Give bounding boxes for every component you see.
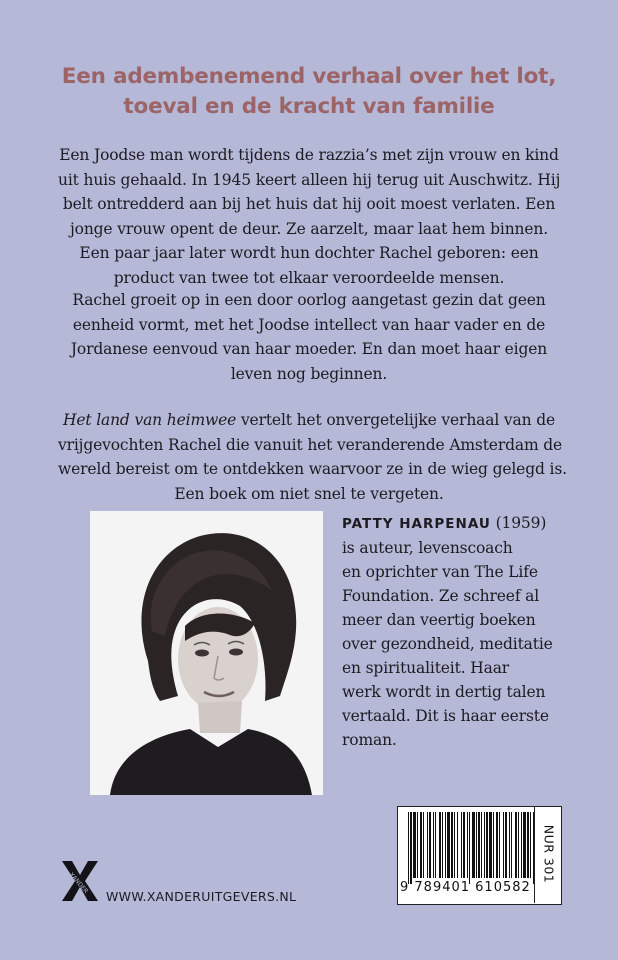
book-title: Het land van heimwee (62, 411, 237, 429)
barcode-bar (518, 812, 519, 878)
author-bio-line: werk wordt in dertig talen (342, 683, 546, 701)
barcode-bar (478, 812, 480, 878)
barcode-bar (496, 812, 498, 878)
barcode-bar (523, 812, 526, 878)
barcode-bar (461, 812, 462, 878)
blurb-paragraph-3 (58, 408, 567, 506)
blurb-line: Jordanese eenvoud van haar moeder. En dan moet haar eigen (70, 340, 548, 358)
barcode-bar (521, 812, 522, 878)
barcode-bar (476, 812, 477, 878)
author-photo (90, 511, 323, 795)
barcode-bar (511, 812, 512, 878)
xander-logo (60, 855, 100, 905)
barcode-bar (463, 812, 465, 878)
barcode-bar (486, 812, 488, 878)
barcode-bar (439, 812, 441, 878)
author-bio-line: is auteur, levenscoach (342, 539, 513, 557)
blurb-line: wereld bereist om te ontdekken waarvoor ze in de wieg gelegd is. (58, 460, 567, 478)
barcode-bar (420, 812, 422, 878)
barcode-bar (499, 812, 500, 878)
barcode-bar (457, 812, 458, 878)
author-bio-line: en oprichter van The Life (342, 563, 538, 581)
barcode-bar (505, 812, 507, 878)
blurb-line: Een paar jaar later wordt hun dochter Rachel geboren: een (79, 244, 539, 262)
barcode-bar (445, 812, 446, 878)
blurb-line: eenheid vormt, met het Joodse intellect van haar vader en de (72, 315, 546, 334)
blurb-paragraph-1 (58, 143, 560, 290)
barcode-bar (509, 812, 510, 878)
nur-code-label: NUR 301 (541, 824, 557, 884)
barcode-bar (467, 812, 468, 878)
barcode-bars (402, 812, 539, 884)
barcode-bar (481, 812, 482, 878)
barcode-bar (489, 812, 492, 878)
author-bio-first-line (342, 511, 582, 536)
blurb-line: Rachel groeit op in een door oorlog aangetast gezin dat geen (72, 291, 546, 309)
blurb-line: vrijgevochten Rachel die vanuit het veranderende Amsterdam de (58, 435, 563, 454)
barcode-bar (493, 812, 494, 878)
author-bio-line: vertaald. Dit is haar eerste (342, 707, 549, 725)
nur-code (534, 806, 561, 903)
barcode-bar (503, 812, 504, 878)
barcode-bar (447, 812, 450, 878)
blurb-line: product van twee tot elkaar veroordeelde mensen. (113, 268, 505, 287)
barcode-bar (427, 812, 428, 878)
barcode-bar (484, 812, 485, 878)
blurb-line: leven nog beginnen. (230, 364, 388, 383)
author-name: PATTY HARPENAU (342, 516, 491, 532)
author-bio-line: roman. (342, 731, 397, 749)
xander-logo-text: XANDER (67, 871, 90, 896)
barcode-bar (442, 812, 443, 878)
barcode-bar (530, 812, 531, 878)
tagline-line-2: toeval en de kracht van familie (123, 94, 495, 119)
publisher-website: WWW.XANDERUITGEVERS.NL (106, 889, 297, 904)
barcode-bar (435, 812, 436, 878)
barcode-bar (410, 812, 412, 884)
blurb-line-rest: vertelt het onvergetelijke verhaal van de (236, 411, 556, 429)
author-portrait-image (90, 511, 323, 795)
blurb-line: uit huis gehaald. In 1945 keert alleen hij terug uit Auschwitz. Hij (58, 170, 561, 189)
barcode-bar (429, 812, 431, 878)
barcode-bar (515, 812, 517, 878)
blurb-line: Een boek om niet snel te vergeten. (174, 484, 444, 503)
barcode-bar (417, 812, 418, 878)
barcode-bar (469, 812, 470, 884)
barcode-bar (527, 812, 529, 878)
blurb-paragraph-2 (58, 288, 560, 386)
barcode-bar (454, 812, 455, 878)
isbn-number: 9 789401 610582 (400, 880, 531, 895)
blurb-line: jonge vrouw opent de deur. Ze aarzelt, maar laat hem binnen. (69, 219, 548, 238)
xander-logo-mark (60, 855, 100, 905)
blurb-line: Een Joodse man wordt tijdens de razzia’s met zijn vrouw en kind (59, 146, 559, 164)
author-bio-line: en spiritualiteit. Haar (342, 659, 510, 677)
tagline-heading (0, 62, 618, 122)
author-bio-line: over gezondheid, meditatie (342, 635, 553, 653)
tagline-line-1: Een adembenemend verhaal over het lot, (61, 64, 557, 89)
author-bio (342, 511, 582, 752)
barcode-bar (472, 812, 475, 878)
barcode-bar (451, 812, 453, 878)
blurb-line (58, 408, 560, 433)
barcode-bar (413, 812, 416, 878)
blurb-line: belt ontredderd aan bij het huis dat hij ooit moest verlaten. Een (62, 195, 556, 213)
author-birth-year: (1959) (490, 514, 547, 532)
barcode-bar (423, 812, 424, 878)
barcode-bar (433, 812, 434, 878)
author-bio-line: Foundation. Ze schreef al (342, 587, 540, 605)
author-bio-line: meer dan veertig boeken (342, 611, 536, 629)
barcode-bar (408, 812, 409, 884)
